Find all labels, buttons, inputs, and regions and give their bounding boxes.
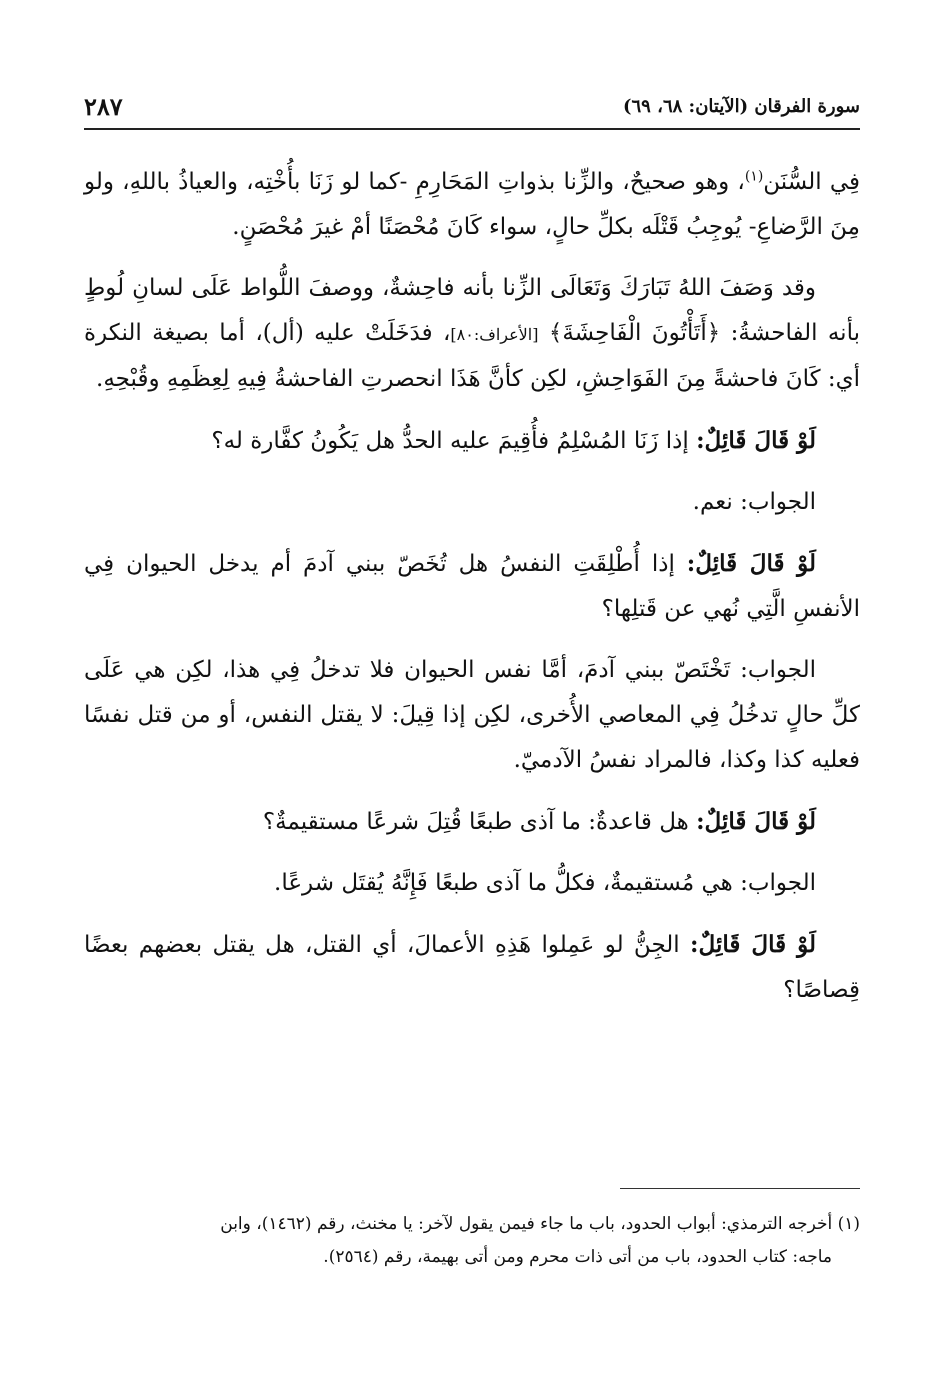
answer-2 xyxy=(84,648,860,783)
footnote-1-line-2: ماجه: كتاب الحدود، باب من أتى ذات محرم ومن أتى بهيمة، رقم (٢٥٦٤). xyxy=(323,1247,832,1267)
question-3-text: هل قاعدةٌ: ما آذى طبعًا قُتِلَ شرعًا مستقيمةٌ؟ xyxy=(262,809,689,835)
question-2-text: إذا أُطْلِقَتِ النفسُ هل تُخَصّ ببني آدمَ أم يدخل الحيوان فِي الأنفسِ الَّتِي نُهي عن قَتلِها؟ xyxy=(84,551,860,622)
question-1 xyxy=(84,418,860,464)
question-4-text: الجِنُّ لو عَمِلوا هَذِهِ الأعمالَ، أي القتل، هل يقتل بعضهم بعضًا قِصاصًا؟ xyxy=(84,932,860,1003)
verse-reference: [الأعراف:٨٠] xyxy=(450,325,539,344)
answer-2-text: الجواب: تَخْتَصّ ببني آدمَ، أمَّا نفس الحيوان فلا تدخلُ فِي هذا، لكِن هي عَلَى كلِّ حالٍ تدخُلُ فِي المعاصي الأُخرى، لكِن إذا قِيلَ: لا يقتل النفس، أو من قتل نفسًا فعليه كذا وكذا، فالمراد نفسُ الآدميّ. xyxy=(84,657,860,773)
paragraph-1-rest: ، وهو صحيحٌ، والزِّنا بذواتِ المَحَارِمِ -كما لو زَنَا بأُخْتِه، والعياذُ باللهِ، ولو مِنَ الرَّضاعِ- يُوجِبُ قَتْلَه بكلِّ حالٍ، سواء كَانَ مُحْصَنًا أمْ غيرَ مُحْصَنٍ. xyxy=(84,169,860,240)
running-header xyxy=(84,92,860,128)
footnote-divider xyxy=(620,1188,860,1189)
footnotes xyxy=(84,1208,860,1274)
chapter-title: سورة الفرقان (الآيتان: ٦٨، ٦٩) xyxy=(622,96,860,117)
question-3 xyxy=(84,799,860,845)
question-3-lead: لَوْ قَالَ قَائِلٌ: xyxy=(696,808,816,835)
paragraph-1 xyxy=(84,160,860,250)
question-4-lead: لَوْ قَالَ قَائِلٌ: xyxy=(690,931,816,958)
answer-3 xyxy=(84,861,860,906)
page-number: ٢٨٧ xyxy=(84,92,123,121)
header-divider xyxy=(84,128,860,130)
question-1-text: إذا زَنَا المُسْلِمُ فأُقِيمَ عليه الحدُّ هل يَكُونُ كفَّارة له؟ xyxy=(211,428,689,454)
paragraph-1-start: فِي السُّنَن xyxy=(763,169,860,195)
main-text xyxy=(84,160,860,1029)
paragraph-2-start: وقد وَصَفَ اللهُ تَبَارَكَ وَتَعَالَى الزِّنا بأنه فاحِشةٌ، ووصفَ اللُّواط عَلَى لسانِ لُوطٍ بأنه الفاحشةُ: xyxy=(84,275,860,346)
question-2 xyxy=(84,541,860,632)
question-1-lead: لَوْ قَالَ قَائِلٌ: xyxy=(696,427,816,454)
answer-3-text: الجواب: هي مُستقيمةٌ، فكلُّ ما آذى طبعًا فَإِنَّهُ يُقتَل شرعًا. xyxy=(274,870,816,896)
footnote-marker: (١) xyxy=(744,168,764,185)
answer-1-text: الجواب: نعم. xyxy=(692,489,816,515)
paragraph-2-rest: ، فدَخَلَتْ عليه (أل)، أما بصيغة النكرة أي: كَانَ فاحشةً مِنَ الفَوَاحِشِ، لكِن كأنَّ هَذَا انحصرتِ الفاحشةُ فِيهِ لِعِظَمِهِ وقُبْحِهِ. xyxy=(84,320,860,392)
paragraph-2 xyxy=(84,266,860,402)
answer-1 xyxy=(84,480,860,525)
question-4 xyxy=(84,922,860,1013)
question-2-lead: لَوْ قَالَ قَائِلٌ: xyxy=(686,550,816,577)
quran-verse: ﴿أَتَأْتُونَ الْفَاحِشَةَ﴾ xyxy=(548,320,721,346)
footnote-1-line-1: (١) أخرجه الترمذي: أبواب الحدود، باب ما جاء فيمن يقول لآخر: يا مخنث، رقم (١٤٦٢)، وابن xyxy=(220,1214,860,1234)
